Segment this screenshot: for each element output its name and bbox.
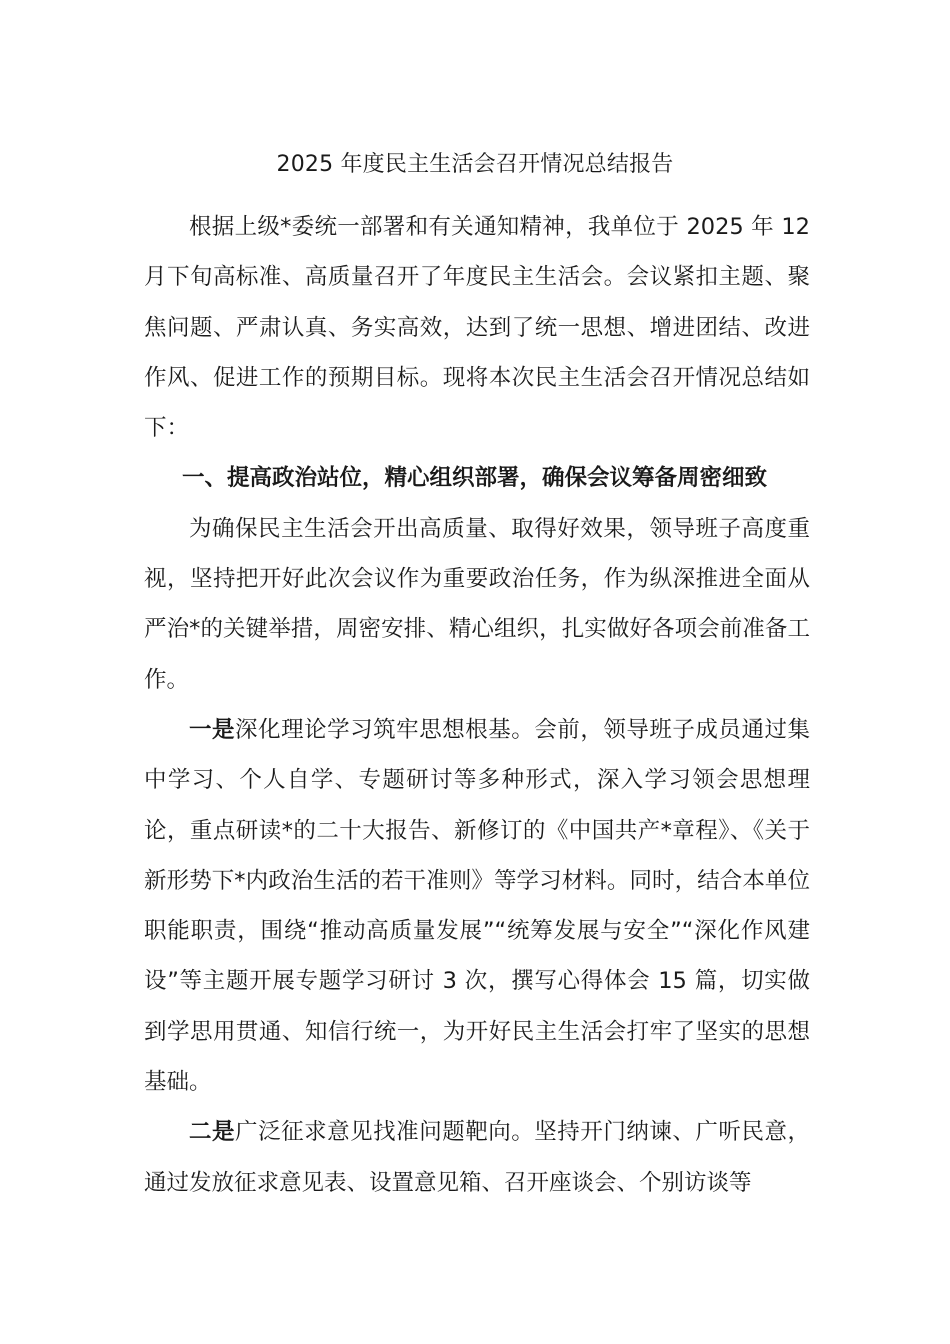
intro-paragraph: 根据上级*委统一部署和有关通知精神，我单位于 2025 年 12 月下旬高标准、高质量召开了年度民主生活会。会议紧扣主题、聚焦问题、严肃认真、务实高效，达到了统一思想、增进团结、改进作风、促进工作的预期目标。现将本次民主生活会召开情况总结如下： [144, 214, 810, 442]
document-body [144, 202, 810, 1208]
point-1-lead: 一是 [189, 716, 236, 743]
document-title: 2025 年度民主生活会召开情况总结报告 [276, 152, 674, 177]
point-1-paragraph [144, 705, 810, 1107]
point-2-paragraph [144, 1107, 810, 1208]
section-heading-1: 一、提高政治站位，精心组织部署，确保会议筹备周密细致 [182, 465, 768, 492]
point-1-text: 深化理论学习筑牢思想根基。会前，领导班子成员通过集中学习、个人自学、专题研讨等多种形式，深入学习领会思想理论，重点研读*的二十大报告、新修订的《中国共产*章程》、《关于新形势下*内政治生活的若干准则》等学习材料。同时，结合本单位职能职责，围绕“推动高质量发展”“统筹发展与安全”“深化作风建设”等主题开展专题学习研讨 3 次，撰写心得体会 15 篇，切实做到学思用贯通、知信行统一，为开好民主生活会打牢了坚实的思想基础。 [144, 716, 810, 1096]
point-2-text: 广泛征求意见找准问题靶向。坚持开门纳谏、广听民意，通过发放征求意见表、设置意见箱、召开座谈会、个别访谈等 [144, 1119, 810, 1196]
section-1-paragraph: 为确保民主生活会开出高质量、取得好效果，领导班子高度重视，坚持把开好此次会议作为重要政治任务，作为纵深推进全面从严治*的关键举措，周密安排、精心组织，扎实做好各项会前准备工作。 [144, 515, 810, 693]
point-2-lead: 二是 [189, 1119, 236, 1146]
